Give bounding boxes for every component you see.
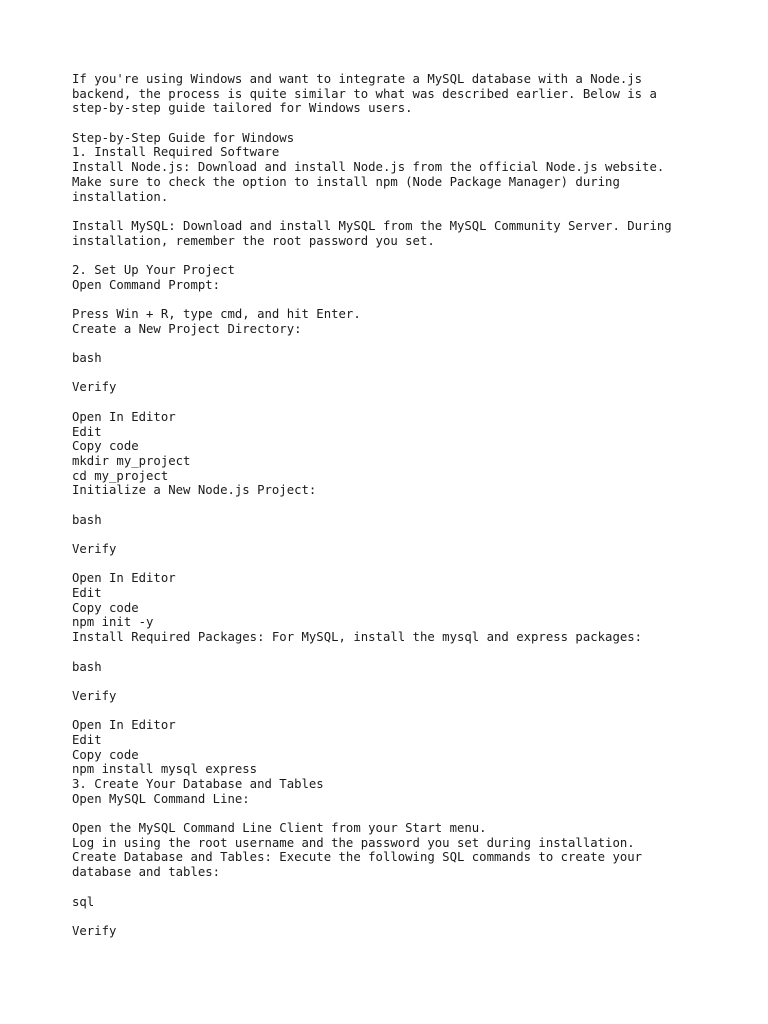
text-line: If you're using Windows and want to integrate a MySQL database with a Node.js bbox=[72, 72, 643, 86]
step-heading: 2. Set Up Your Project bbox=[72, 262, 235, 277]
copy-code-label: Copy code bbox=[72, 439, 139, 454]
verify-label: Verify bbox=[72, 542, 117, 556]
section-heading: Step-by-Step Guide for Windows bbox=[72, 130, 295, 145]
blank-line bbox=[72, 204, 712, 219]
code-line: cd my_project bbox=[72, 468, 169, 483]
blank-line bbox=[72, 116, 712, 131]
code-line: npm install mysql express bbox=[72, 762, 258, 777]
text-line: Install Node.js: Download and install Node.js from the official Node.js website. bbox=[72, 160, 665, 175]
text-line: Press Win + R, type cmd, and hit Enter. bbox=[72, 307, 361, 321]
edit-label: Edit bbox=[72, 586, 102, 601]
blank-line bbox=[72, 704, 712, 719]
text-line: Install Required Packages: For MySQL, install the mysql and express packages: bbox=[72, 630, 643, 645]
step-heading: 3. Create Your Database and Tables bbox=[72, 777, 324, 791]
blank-line bbox=[72, 674, 712, 689]
text-line: Install MySQL: Download and install MySQL from the MySQL Community Server. During bbox=[72, 218, 672, 233]
open-in-editor-label: Open In Editor bbox=[72, 571, 176, 586]
blank-line bbox=[72, 527, 712, 542]
text-line: Open MySQL Command Line: bbox=[72, 791, 250, 806]
step-heading: 1. Install Required Software bbox=[72, 145, 280, 160]
blank-line bbox=[72, 557, 712, 572]
code-line: mkdir my_project bbox=[72, 453, 191, 468]
edit-label: Edit bbox=[72, 732, 102, 747]
text-line: Initialize a New Node.js Project: bbox=[72, 483, 317, 498]
blank-line bbox=[72, 292, 712, 307]
code-language-label: sql bbox=[72, 894, 95, 909]
blank-line bbox=[72, 645, 712, 660]
blank-line bbox=[72, 880, 712, 895]
code-language-label: bash bbox=[72, 512, 102, 527]
text-line: installation, remember the root password you set. bbox=[72, 233, 435, 248]
verify-label: Verify bbox=[72, 688, 117, 703]
document-page bbox=[72, 72, 712, 939]
blank-line bbox=[72, 395, 712, 410]
code-language-label: bash bbox=[72, 351, 102, 366]
text-line: backend, the process is quite similar to what was described earlier. Below is a bbox=[72, 86, 657, 101]
blank-line bbox=[72, 806, 712, 821]
blank-line bbox=[72, 366, 712, 381]
verify-label: Verify bbox=[72, 380, 117, 395]
text-line: database and tables: bbox=[72, 865, 221, 880]
open-in-editor-label: Open In Editor bbox=[72, 409, 176, 424]
verify-label: Verify bbox=[72, 923, 117, 938]
text-line: Open Command Prompt: bbox=[72, 277, 221, 292]
text-line: installation. bbox=[72, 189, 169, 204]
text-line: Create a New Project Directory: bbox=[72, 321, 302, 336]
blank-line bbox=[72, 248, 712, 263]
blank-line bbox=[72, 336, 712, 351]
copy-code-label: Copy code bbox=[72, 747, 139, 762]
text-line: Log in using the root username and the password you set during installation. bbox=[72, 835, 635, 850]
text-line: step-by-step guide tailored for Windows users. bbox=[72, 101, 413, 116]
copy-code-label: Copy code bbox=[72, 600, 139, 615]
code-line: npm init -y bbox=[72, 615, 154, 630]
code-language-label: bash bbox=[72, 659, 102, 674]
open-in-editor-label: Open In Editor bbox=[72, 718, 176, 733]
text-line: Create Database and Tables: Execute the following SQL commands to create your bbox=[72, 850, 643, 865]
blank-line bbox=[72, 909, 712, 924]
blank-line bbox=[72, 498, 712, 513]
text-line: Open the MySQL Command Line Client from your Start menu. bbox=[72, 821, 487, 836]
text-line: Make sure to check the option to install npm (Node Package Manager) during bbox=[72, 174, 620, 189]
edit-label: Edit bbox=[72, 424, 102, 439]
